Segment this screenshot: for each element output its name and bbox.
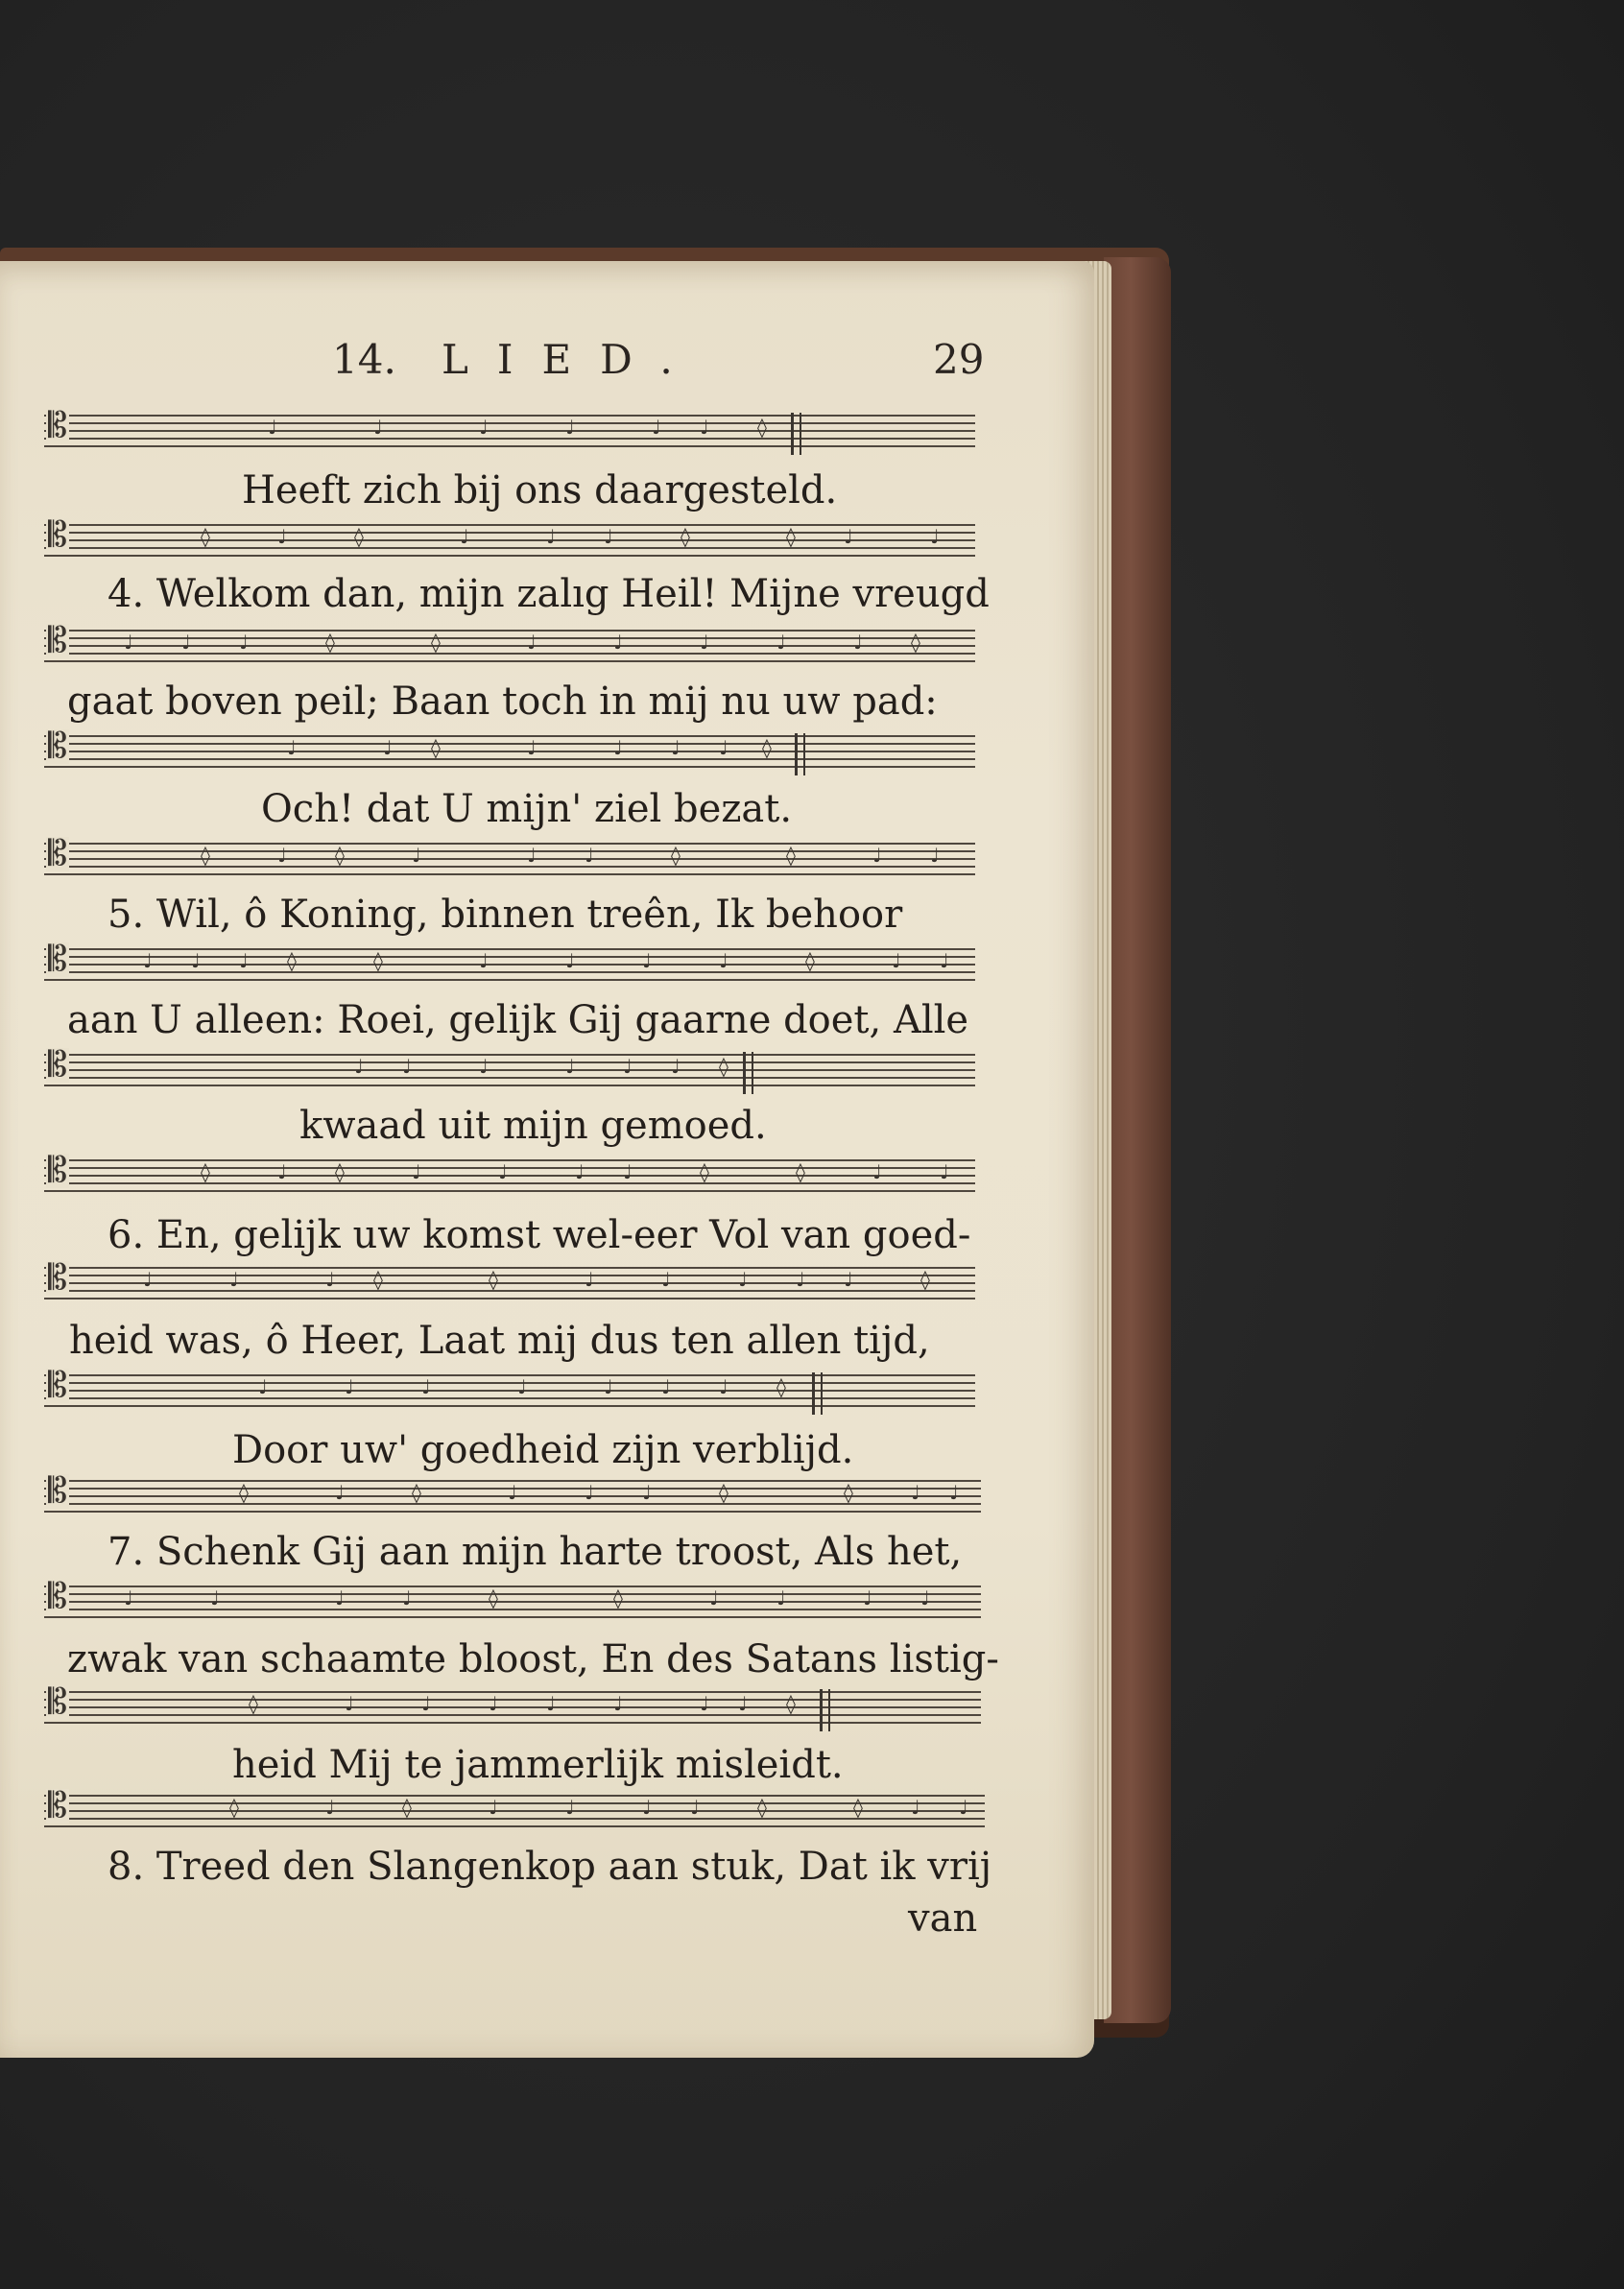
note-icon: ♩: [460, 525, 469, 548]
clef-icon: 𝄡: [48, 1366, 68, 1405]
note-icon: ♩: [527, 844, 537, 867]
note-icon: ◊: [431, 631, 441, 654]
clef-icon: 𝄡: [48, 621, 68, 660]
clef-icon: 𝄡: [48, 1577, 68, 1616]
note-icon: ♩: [479, 1055, 489, 1078]
note-icon: ◊: [239, 1481, 249, 1504]
note-icon: ♩: [498, 1160, 508, 1183]
running-head: [0, 336, 1094, 393]
music-staff: [44, 1151, 975, 1198]
note-icon: ◊: [671, 844, 681, 867]
lyric-line: kwaad uit mijn gemoed.: [299, 1104, 767, 1148]
note-icon: ◊: [920, 1268, 930, 1291]
barline: [791, 413, 801, 455]
note-icon: ♩: [623, 1160, 633, 1183]
lyric-line: 6. En, gelijk uw komst wel-eer Vol van goed-: [107, 1213, 971, 1257]
note-icon: ◊: [287, 949, 297, 972]
note-icon: ♩: [776, 1586, 786, 1609]
note-icon: ◊: [757, 416, 767, 439]
note-icon: ♩: [565, 1796, 575, 1819]
note-icon: ♩: [210, 1586, 220, 1609]
note-icon: ◊: [412, 1481, 421, 1504]
note-icon: ♩: [585, 1268, 594, 1291]
note-icon: ◊: [489, 1268, 498, 1291]
note-icon: ◊: [786, 525, 796, 548]
music-staff: [44, 1366, 975, 1413]
note-icon: ◊: [431, 736, 441, 759]
lyric-line: 8. Treed den Slangenkop aan stuk, Dat ik vrij: [107, 1845, 992, 1889]
note-icon: ♩: [604, 525, 613, 548]
note-icon: ♩: [661, 1375, 671, 1398]
lyric-line: zwak van schaamte bloost, En des Satans listig-: [67, 1637, 999, 1681]
music-staff: [44, 1682, 981, 1729]
note-icon: ♩: [258, 1375, 268, 1398]
note-icon: ♩: [325, 1268, 335, 1291]
note-icon: ◊: [489, 1586, 498, 1609]
note-icon: ♩: [930, 525, 940, 548]
note-icon: ♩: [345, 1692, 354, 1715]
lyric-line: 7. Schenk Gij aan mijn harte troost, Als het,: [107, 1530, 963, 1574]
lyric-line: gaat boven peil; Baan toch in mij nu uw pad:: [67, 680, 938, 724]
note-icon: ♩: [738, 1268, 748, 1291]
note-icon: ♩: [239, 949, 249, 972]
music-staff: [44, 515, 975, 562]
clef-icon: 𝄡: [48, 1151, 68, 1190]
note-icon: ◊: [911, 631, 920, 654]
lyric-line: heid was, ô Heer, Laat mij dus ten allen tijd,: [69, 1319, 930, 1363]
note-icon: ◊: [335, 844, 345, 867]
note-icon: ♩: [940, 949, 949, 972]
note-icon: ♩: [613, 631, 623, 654]
lyric-line: Door uw' goedheid zijn verblijd.: [232, 1428, 854, 1472]
music-staff: [44, 834, 975, 881]
note-icon: ◊: [853, 1796, 863, 1819]
barline: [820, 1689, 830, 1731]
note-icon: ♩: [402, 1586, 412, 1609]
note-icon: ◊: [796, 1160, 805, 1183]
lyric-line: Heeft zich bij ons daargesteld.: [242, 468, 838, 513]
note-icon: ◊: [201, 525, 210, 548]
note-icon: ♩: [776, 631, 786, 654]
note-icon: ◊: [805, 949, 815, 972]
note-icon: ♩: [671, 736, 681, 759]
note-icon: ♩: [268, 416, 277, 439]
barline: [812, 1372, 823, 1415]
note-icon: ♩: [143, 1268, 153, 1291]
note-icon: ◊: [776, 1375, 786, 1398]
note-icon: ♩: [527, 736, 537, 759]
note-icon: ♩: [527, 631, 537, 654]
note-icon: ♩: [239, 631, 249, 654]
note-icon: ♩: [479, 949, 489, 972]
note-icon: ◊: [373, 949, 383, 972]
note-icon: ♩: [585, 1481, 594, 1504]
note-icon: ♩: [738, 1692, 748, 1715]
clef-icon: 𝄡: [48, 727, 68, 766]
note-icon: ♩: [719, 1375, 728, 1398]
note-icon: ♩: [383, 736, 393, 759]
note-icon: ♩: [911, 1481, 920, 1504]
music-staff: [44, 1786, 985, 1833]
note-icon: ♩: [489, 1796, 498, 1819]
music-staff: [44, 1471, 981, 1518]
clef-icon: 𝄡: [48, 515, 68, 555]
note-icon: ♩: [959, 1796, 968, 1819]
note-icon: ♩: [911, 1796, 920, 1819]
note-icon: ◊: [786, 1692, 796, 1715]
note-icon: ♩: [325, 1796, 335, 1819]
note-icon: ♩: [930, 844, 940, 867]
note-icon: ◊: [786, 844, 796, 867]
page-number: 29: [933, 336, 985, 383]
note-icon: ♩: [287, 736, 297, 759]
note-icon: ♩: [652, 416, 661, 439]
note-icon: ♩: [191, 949, 201, 972]
note-icon: ♩: [479, 416, 489, 439]
note-icon: ♩: [345, 1375, 354, 1398]
note-icon: ♩: [412, 1160, 421, 1183]
note-icon: ♩: [920, 1586, 930, 1609]
note-icon: ♩: [277, 1160, 287, 1183]
note-icon: ♩: [700, 416, 709, 439]
note-icon: ◊: [762, 736, 772, 759]
note-icon: ♩: [421, 1375, 431, 1398]
note-icon: ♩: [719, 949, 728, 972]
note-icon: ◊: [402, 1796, 412, 1819]
lyric-line: heid Mij te jammerlijk misleidt.: [232, 1743, 844, 1787]
lyric-line: aan U alleen: Roei, gelijk Gij gaarne doet, Alle: [67, 998, 969, 1042]
note-icon: ♩: [585, 844, 594, 867]
note-icon: ◊: [613, 1586, 623, 1609]
note-icon: ◊: [373, 1268, 383, 1291]
note-icon: ♩: [575, 1160, 585, 1183]
note-icon: ♩: [872, 1160, 882, 1183]
barline: [795, 733, 805, 775]
catchword: van: [908, 1896, 978, 1941]
clef-icon: 𝄡: [48, 1786, 68, 1825]
note-icon: ♩: [124, 631, 133, 654]
note-icon: ♩: [508, 1481, 517, 1504]
note-icon: ♩: [642, 1796, 652, 1819]
clef-icon: 𝄡: [48, 940, 68, 979]
note-icon: ♩: [700, 631, 709, 654]
note-icon: ♩: [661, 1268, 671, 1291]
clef-icon: 𝄡: [48, 834, 68, 873]
note-icon: ♩: [143, 949, 153, 972]
music-staff: [44, 406, 975, 453]
music-staff: [44, 1577, 981, 1624]
note-icon: ◊: [719, 1055, 728, 1078]
note-icon: ♩: [565, 949, 575, 972]
lyric-line: 5. Wil, ô Koning, binnen treên, Ik behoor: [107, 893, 903, 937]
barline: [743, 1052, 753, 1094]
note-icon: ♩: [844, 525, 853, 548]
note-icon: ◊: [844, 1481, 853, 1504]
note-icon: ◊: [700, 1160, 709, 1183]
note-icon: ◊: [354, 525, 364, 548]
note-icon: ♩: [373, 416, 383, 439]
note-icon: ♩: [124, 1586, 133, 1609]
note-icon: ◊: [719, 1481, 728, 1504]
note-icon: ♩: [517, 1375, 527, 1398]
note-icon: ♩: [796, 1268, 805, 1291]
clef-icon: 𝄡: [48, 1045, 68, 1085]
note-icon: ♩: [719, 736, 728, 759]
note-icon: ♩: [402, 1055, 412, 1078]
note-icon: ♩: [863, 1586, 872, 1609]
music-staff: [44, 1258, 975, 1305]
note-icon: ◊: [229, 1796, 239, 1819]
note-icon: ♩: [604, 1375, 613, 1398]
note-icon: ♩: [565, 1055, 575, 1078]
lyric-line: Och! dat U mijn' ziel bezat.: [261, 787, 793, 831]
note-icon: ♩: [421, 1692, 431, 1715]
note-icon: ♩: [489, 1692, 498, 1715]
note-icon: ◊: [335, 1160, 345, 1183]
note-icon: ♩: [892, 949, 901, 972]
note-icon: ◊: [325, 631, 335, 654]
music-staff: [44, 940, 975, 987]
note-icon: ♩: [546, 1692, 556, 1715]
note-icon: ♩: [613, 736, 623, 759]
clef-icon: 𝄡: [48, 406, 68, 445]
note-icon: ♩: [671, 1055, 681, 1078]
note-icon: ◊: [201, 1160, 210, 1183]
note-icon: ♩: [623, 1055, 633, 1078]
book-spine: [1104, 257, 1171, 2023]
note-icon: ♩: [335, 1586, 345, 1609]
note-icon: ♩: [181, 631, 191, 654]
music-staff: [44, 1045, 975, 1092]
hymn-title: LIED.: [442, 336, 702, 383]
note-icon: ♩: [709, 1586, 719, 1609]
note-icon: ♩: [700, 1692, 709, 1715]
music-staff: [44, 621, 975, 668]
note-icon: ♩: [412, 844, 421, 867]
note-icon: ◊: [201, 844, 210, 867]
hymn-number: 14.: [332, 336, 396, 383]
clef-icon: 𝄡: [48, 1471, 68, 1511]
note-icon: ♩: [277, 844, 287, 867]
note-icon: ♩: [940, 1160, 949, 1183]
lyric-line: 4. Welkom dan, mijn zalıg Heil! Mijne vreugd: [107, 572, 990, 616]
note-icon: ♩: [277, 525, 287, 548]
note-icon: ♩: [853, 631, 863, 654]
note-icon: ◊: [681, 525, 690, 548]
note-icon: ♩: [642, 949, 652, 972]
note-icon: ♩: [565, 416, 575, 439]
note-icon: ♩: [546, 525, 556, 548]
note-icon: ♩: [613, 1692, 623, 1715]
note-icon: ◊: [249, 1692, 258, 1715]
clef-icon: 𝄡: [48, 1258, 68, 1298]
clef-icon: 𝄡: [48, 1682, 68, 1722]
note-icon: ♩: [335, 1481, 345, 1504]
note-icon: ♩: [354, 1055, 364, 1078]
music-staff: [44, 727, 975, 774]
note-icon: ♩: [690, 1796, 700, 1819]
note-icon: ♩: [844, 1268, 853, 1291]
note-icon: ◊: [757, 1796, 767, 1819]
note-icon: ♩: [872, 844, 882, 867]
note-icon: ♩: [642, 1481, 652, 1504]
note-icon: ♩: [229, 1268, 239, 1291]
note-icon: ♩: [949, 1481, 959, 1504]
